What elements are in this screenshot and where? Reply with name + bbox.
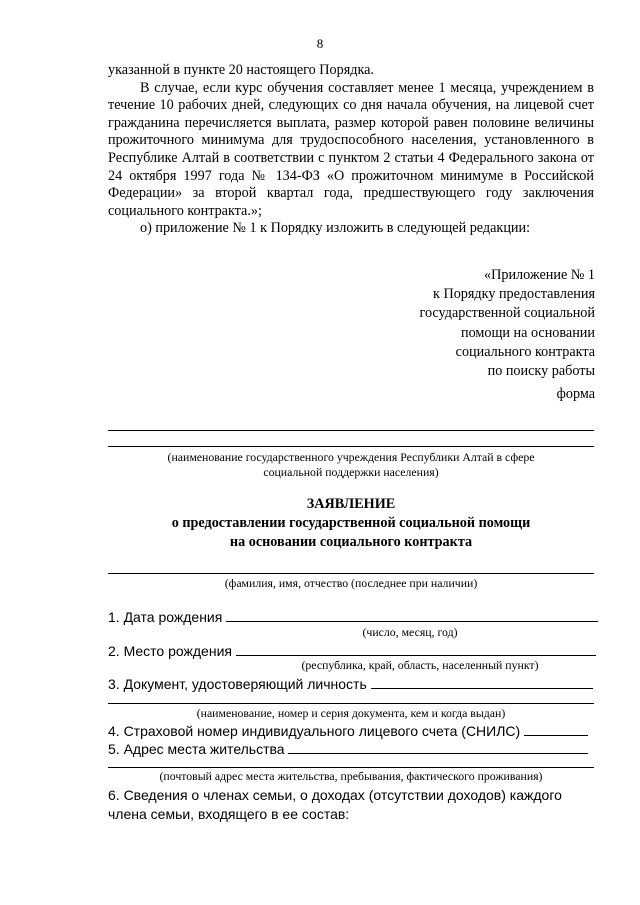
body-text <box>108 62 594 238</box>
snils-field <box>108 721 594 740</box>
institution-caption <box>108 450 594 480</box>
id-document-label: 3. Документ, удостоверяющий личность <box>108 676 367 692</box>
paragraph-continuation: указанной в пункте 20 настоящего Порядка. <box>108 62 374 78</box>
birth-date-field <box>108 607 594 626</box>
form-label: форма <box>556 386 595 402</box>
institution-caption-line: (наименование государственного учреждения Республики Алтай в сфере <box>167 450 535 464</box>
page-number: 8 <box>316 36 324 51</box>
id-document-field <box>108 674 594 693</box>
form-title <box>108 495 594 552</box>
institution-caption-line: социальной поддержки населения) <box>263 465 439 479</box>
form-title-sub: на основании социального контракта <box>229 534 473 550</box>
paragraph-appendix-amendment: о) приложение № 1 к Порядку изложить в следующей редакции: <box>140 220 531 237</box>
institution-line-2 <box>108 446 594 447</box>
appendix-header-line: к Порядку предоставления <box>433 286 595 303</box>
id-document-caption: (наименование, номер и серия документа, кем и когда выдан) <box>196 706 506 720</box>
fio-line <box>108 573 594 574</box>
address-caption: (почтовый адрес места жительства, пребывания, фактического проживания) <box>159 769 543 783</box>
appendix-header-line: помощи на основании <box>460 324 595 341</box>
institution-line-1 <box>108 430 594 431</box>
fio-caption: (фамилия, имя, отчество (последнее при наличии) <box>224 576 478 590</box>
birth-place-input-line <box>236 641 596 656</box>
appendix-header <box>420 266 596 381</box>
appendix-header-line: «Приложение № 1 <box>484 267 595 283</box>
form-title-main: ЗАЯВЛЕНИЕ <box>306 496 396 512</box>
appendix-header-line: по поиску работы <box>487 363 595 380</box>
snils-label: 4. Страховой номер индивидуального лицевого счета (СНИЛС) <box>108 723 521 739</box>
id-document-line-2 <box>108 703 594 704</box>
birth-date-input-line <box>226 607 598 622</box>
birth-place-label: 2. Место рождения <box>108 643 232 659</box>
paragraph-training-payment: В случае, если курс обучения составляет менее 1 месяца, учреждением в течение 10 рабочих дней, следующих со дня начала обучения, на лицевой счет гражданина перечисляется выплата, размер которой равен половине величины прожиточного минимума для трудоспособного населения, установленного в Республике Алтай в соответствии с пунктом 2 статьи 4 Федерального закона от 24 октября 1997 года № 134-ФЗ «О прожиточном минимуме в Российской Федерации» за второй квартал года, предшествующего году заключения социального контракта.»; <box>108 79 594 219</box>
appendix-header-line: социального контракта <box>455 343 595 360</box>
address-label: 5. Адрес места жительства <box>108 741 285 757</box>
family-info-field: 6. Сведения о членах семьи, о доходах (отсутствии доходов) каждого члена семьи, входящего в ее состав: <box>108 787 562 822</box>
address-field <box>108 739 594 758</box>
form-title-sub: о предоставлении государственной социальной помощи <box>171 515 531 531</box>
snils-input-line <box>524 721 588 736</box>
address-line-2 <box>108 767 594 768</box>
birth-date-caption: (число, месяц, год) <box>362 625 458 639</box>
address-input-line <box>288 739 588 754</box>
birth-date-label: 1. Дата рождения <box>108 609 223 625</box>
id-document-input-line <box>371 674 593 689</box>
birth-place-caption: (республика, край, область, населенный пункт) <box>301 658 539 672</box>
appendix-header-line: государственной социальной <box>419 305 595 322</box>
